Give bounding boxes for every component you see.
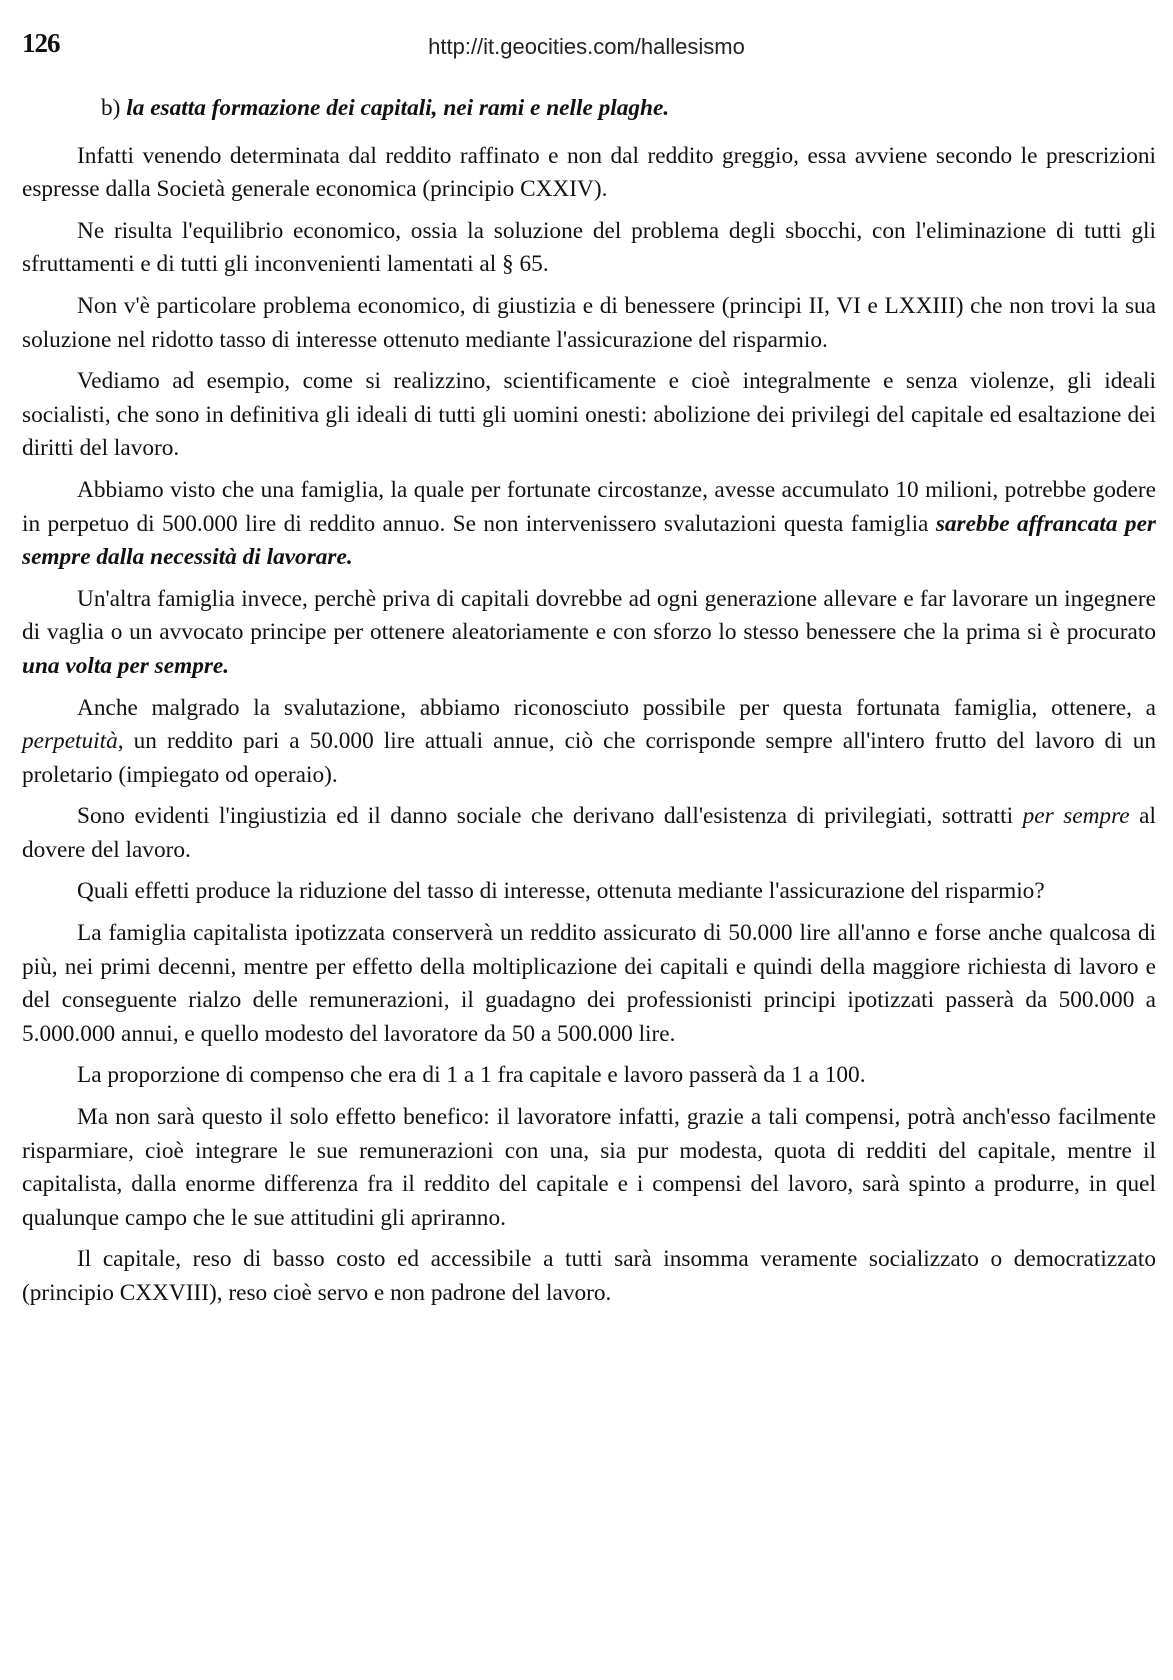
paragraph-7-emphasis: perpetuità [22, 728, 118, 755]
paragraph-5-emphasis: sarebbe affrancata per sempre dalla necessità di lavorare. [22, 510, 1156, 571]
paragraph-2: Ne risulta l'equilibrio economico, ossia la soluzione del problema degli sbocchi, con l'eliminazione di tutti gli sfruttamenti e di tutti gli inconvenienti lamentati al § 65. [22, 217, 1156, 278]
body-text [22, 92, 1156, 1319]
section-heading-text: la esatta formazione dei capitali, nei rami e nelle plaghe. [126, 95, 670, 121]
paragraph-7-text-a: Anche malgrado la svalutazione, abbiamo riconosciuto possibile per questa fortunata famiglia, ottenere, a [77, 694, 1156, 721]
paragraph-4: Vediamo ad esempio, come si realizzino, scientificamente e cioè integralmente e senza violenze, gli ideali socialisti, che sono in definitiva gli ideali di tutti gli uomini onesti: abolizione dei privilegi del capitale ed esaltazione dei diritti del lavoro. [22, 368, 1156, 462]
paragraph-7 [22, 692, 1156, 793]
paragraph-8-text-a: Sono evidenti l'ingiustizia ed il danno sociale che derivano dall'esistenza di privilegiati, sottratti [77, 803, 1023, 830]
paragraph-6 [22, 583, 1156, 684]
paragraph-13: Il capitale, reso di basso costo ed accessibile a tutti sarà insomma veramente socializzato o democratizzato (principio CXXVIII), reso cioè servo e non padrone del lavoro. [22, 1246, 1156, 1306]
paragraph-10: La famiglia capitalista ipotizzata conserverà un reddito assicurato di 50.000 lire all'anno e forse anche qualcosa di più, nei primi decenni, mentre per effetto della moltiplicazione dei capitali e quindi della maggiore richiesta di lavoro e del conseguente rialzo delle remunerazioni, il guadagno dei professionisti principi ipotizzati passerà da 500.000 a 5.000.000 annui, e quello modesto del lavoratore da 50 a 500.000 lire. [22, 920, 1156, 1047]
paragraph-8-text-b: al dovere del lavoro. [22, 803, 1156, 863]
paragraph-7-text-b: , un reddito pari a 50.000 lire attuali annue, ciò che corrisponde sempre all'intero frutto del lavoro di un proletario (impiegato od operaio). [22, 728, 1156, 788]
paragraph-6-text: Un'altra famiglia invece, perchè priva di capitali dovrebbe ad ogni generazione allevare e far lavorare un ingegnere di vaglia o un avvocato principe per ottenere aleatoriamente e con sforzo lo stesso benessere che la prima si è procurato [22, 585, 1156, 646]
paragraph-12: Ma non sarà questo il solo effetto benefico: il lavoratore infatti, grazie a tali compensi, potrà anch'esso facilmente risparmiare, cioè integrare le sue remunerazioni con una, sia pur modesta, quota di redditi del capitale, mentre il capitalista, dalla enorme differenza fra il reddito del capitale e i compensi del lavoro, sarà spinto a produrre, in quel qualunque campo che le sue attitudini gli apriranno. [22, 1104, 1156, 1231]
source-url: http://it.geocities.com/hallesismo [428, 34, 745, 59]
section-heading [22, 92, 1156, 126]
paragraph-9: Quali effetti produce la riduzione del tasso di interesse, ottenuta mediante l'assicurazione del risparmio? [77, 878, 1045, 905]
paragraph-5 [22, 474, 1156, 575]
paragraph-11: La proporzione di compenso che era di 1 a 1 fra capitale e lavoro passerà da 1 a 100. [77, 1062, 866, 1089]
paragraph-8-emphasis: per sempre [1022, 803, 1130, 830]
paragraph-1: Infatti venendo determinata dal reddito raffinato e non dal reddito greggio, essa avviene secondo le prescrizioni espresse dalla Società generale economica (principio CXXIV). [22, 142, 1156, 203]
paragraph-6-emphasis: una volta per sempre. [22, 652, 230, 679]
paragraph-8 [22, 800, 1156, 867]
paragraph-5-text: Abbiamo visto che una famiglia, la quale per fortunate circostanze, avesse accumulato 10 milioni, potrebbe godere in perpetuo di 500.000 lire di reddito annuo. Se non intervenissero svalutazioni questa famiglia [22, 476, 1156, 537]
page-number: 126 [22, 28, 60, 58]
section-heading-label: b) [101, 95, 121, 121]
paragraph-3: Non v'è particolare problema economico, di giustizia e di benessere (principi II, VI e LXXIII) che non trovi la sua soluzione nel ridotto tasso di interesse ottenuto mediante l'assicurazione del risparmio. [22, 292, 1156, 353]
